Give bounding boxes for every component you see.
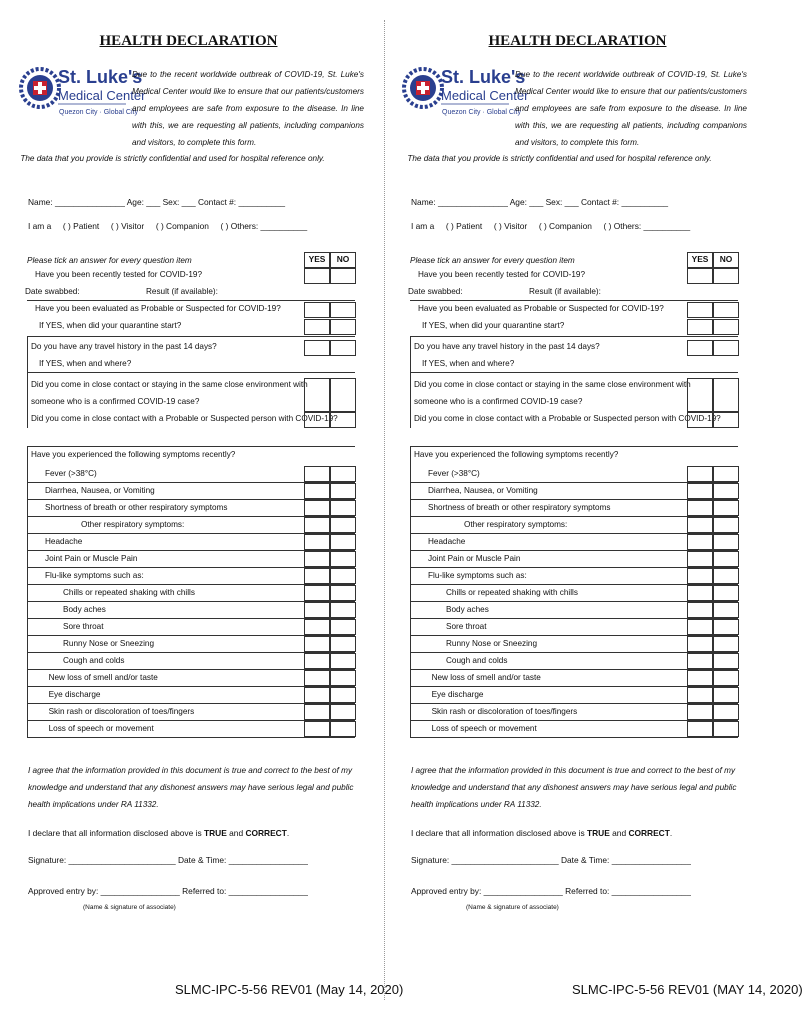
result-label: Result (if available): (146, 287, 218, 296)
declaration-and: and (609, 828, 629, 838)
table-left-border-top (410, 336, 411, 428)
symptom-label: Loss of speech or movement (431, 724, 537, 733)
yes-column-header: YES (691, 254, 709, 264)
declaration-correct: CORRECT (628, 828, 670, 838)
no-checkbox[interactable] (713, 551, 739, 567)
table-rule (410, 446, 738, 447)
signature-date-time-field[interactable]: Signature: _______________________ Date & Time: _________________ (411, 855, 691, 865)
no-checkbox[interactable] (713, 534, 739, 550)
approved-referred-field[interactable]: Approved entry by: _________________ Referred to: _________________ (28, 886, 308, 896)
yes-checkbox[interactable] (687, 687, 713, 703)
yes-checkbox[interactable] (687, 602, 713, 618)
yes-checkbox[interactable] (304, 721, 330, 737)
question-text: someone who is a confirmed COVID-19 case? (31, 397, 200, 406)
approved-note: (Name & signature of associate) (466, 904, 559, 911)
form-title: HEALTH DECLARATION (488, 33, 667, 49)
yes-checkbox[interactable] (304, 704, 330, 720)
yes-checkbox[interactable] (304, 466, 330, 482)
date-swabbed-row[interactable] (410, 283, 738, 300)
question-text: Please tick an answer for every question item (27, 256, 192, 265)
yes-checkbox[interactable] (687, 653, 713, 669)
yes-checkbox[interactable] (687, 500, 713, 516)
no-checkbox[interactable] (713, 500, 739, 516)
no-column-header: NO (719, 254, 733, 264)
table-left-border (410, 446, 411, 737)
agreement-statement: I agree that the information provided in this document is true and correct to the best of my knowledge and understand that any dishonest answers may have serious legal and public health implications under RA 11332. (28, 766, 354, 809)
yes-checkbox[interactable] (304, 687, 330, 703)
symptom-label: Runny Nose or Sneezing (446, 639, 538, 648)
table-rule (410, 372, 738, 373)
yes-checkbox[interactable] (304, 602, 330, 618)
no-checkbox[interactable] (330, 636, 356, 652)
symptom-label: Shortness of breath or other respiratory symptoms (45, 503, 228, 512)
declaration-line (411, 828, 672, 838)
no-checkbox[interactable] (330, 319, 356, 335)
form-code-footer: SLMC-IPC-5-56 REV01 (May 14, 2020) (175, 982, 404, 997)
question-text: If YES, when did your quarantine start? (422, 321, 565, 330)
table-rule (410, 336, 738, 337)
no-checkbox[interactable] (330, 340, 356, 356)
symptom-label: Chills or repeated shaking with chills (446, 588, 578, 597)
name-age-sex-contact-field[interactable]: Name: _______________ Age: ___ Sex: ___ Contact #: __________ (28, 197, 286, 207)
no-checkbox[interactable] (330, 268, 356, 284)
role-selection-field[interactable]: I am a ( ) Patient ( ) Visitor ( ) Companion ( ) Others: __________ (411, 221, 691, 231)
no-checkbox[interactable] (330, 483, 356, 499)
question-text: If YES, when and where? (39, 359, 132, 368)
declaration-prefix: I declare that all information disclosed above is (28, 828, 204, 838)
no-checkbox[interactable] (330, 653, 356, 669)
no-checkbox[interactable] (713, 517, 739, 533)
declaration-end: . (286, 828, 290, 838)
yes-checkbox[interactable] (687, 302, 713, 318)
yes-checkbox[interactable] (687, 636, 713, 652)
right-form-page (385, 0, 803, 1024)
symptom-label: Fever (>38°C) (428, 469, 480, 478)
form-title: HEALTH DECLARATION (99, 33, 278, 49)
question-text: Did you come in close contact with a Probable or Suspected person with COVID-19? (31, 414, 338, 423)
symptom-label: New loss of smell and/or taste (48, 673, 158, 682)
no-checkbox[interactable] (713, 704, 739, 720)
no-column-header: NO (336, 254, 350, 264)
table-left-border (27, 446, 28, 737)
yes-checkbox[interactable] (304, 568, 330, 584)
no-checkbox[interactable] (713, 619, 739, 635)
yes-checkbox[interactable] (687, 268, 713, 284)
question-text: Have you experienced the following symptoms recently? (31, 450, 236, 459)
yes-checkbox[interactable] (687, 551, 713, 567)
yes-checkbox[interactable] (687, 704, 713, 720)
symptom-label: Shortness of breath or other respiratory symptoms (428, 503, 611, 512)
symptom-label: Loss of speech or movement (48, 724, 154, 733)
no-checkbox[interactable] (330, 517, 356, 533)
approved-referred-field[interactable]: Approved entry by: _________________ Referred to: _________________ (411, 886, 691, 896)
symptom-label: Headache (45, 537, 83, 546)
symptom-label: Headache (428, 537, 466, 546)
symptom-label: Joint Pain or Muscle Pain (428, 554, 521, 563)
symptom-label: Diarrhea, Nausea, or Vomiting (428, 486, 538, 495)
table-rule (27, 336, 355, 337)
no-checkbox[interactable] (330, 500, 356, 516)
symptom-label: Eye discharge (431, 690, 484, 699)
yes-checkbox[interactable] (687, 670, 713, 686)
yes-checkbox[interactable] (304, 319, 330, 335)
yes-checkbox[interactable] (687, 585, 713, 601)
approved-note: (Name & signature of associate) (83, 904, 176, 911)
no-checkbox[interactable] (713, 302, 739, 318)
declaration-line (28, 828, 289, 838)
yes-checkbox[interactable] (304, 636, 330, 652)
symptom-label: Flu-like symptoms such as: (45, 571, 144, 580)
no-checkbox[interactable] (713, 721, 739, 737)
intro-text: Due to the recent worldwide outbreak of COVID-19, St. Luke's Medical Center would like to ensure that our patients/customers and employees are safe from exposure to the disease. In line with this, we are requesting all patients, including companions and visitors, to complete this form. (515, 70, 747, 147)
form-code-footer: SLMC-IPC-5-56 REV01 (MAY 14, 2020) (572, 982, 803, 997)
symptoms-header (27, 446, 355, 463)
symptom-label: Other respiratory symptoms: (81, 520, 185, 529)
yes-checkbox[interactable] (304, 670, 330, 686)
date-swabbed-label: Date swabbed: (408, 287, 463, 296)
no-checkbox[interactable] (330, 721, 356, 737)
no-checkbox[interactable] (330, 568, 356, 584)
table-rule (410, 737, 738, 738)
question-close-contact-line2 (410, 393, 738, 410)
yes-checkbox[interactable] (687, 412, 713, 428)
yes-checkbox[interactable] (304, 412, 330, 428)
st-lukes-logo (18, 60, 146, 126)
yes-checkbox[interactable] (687, 534, 713, 550)
no-checkbox[interactable] (713, 412, 739, 428)
symptom-label: Chills or repeated shaking with chills (63, 588, 195, 597)
screening-questions-table (27, 252, 355, 742)
name-age-sex-contact-field[interactable]: Name: _______________ Age: ___ Sex: ___ Contact #: __________ (411, 197, 669, 207)
symptom-label: Runny Nose or Sneezing (63, 639, 155, 648)
logo-name-line2: Medical Center (58, 88, 146, 103)
symptom-label: Skin rash or discoloration of toes/fingers (431, 707, 578, 716)
no-checkbox[interactable] (713, 340, 739, 356)
no-checkbox[interactable] (713, 483, 739, 499)
yes-checkbox[interactable] (687, 619, 713, 635)
yes-checkbox[interactable] (304, 534, 330, 550)
date-swabbed-label: Date swabbed: (25, 287, 80, 296)
st-lukes-logo (401, 60, 529, 126)
no-checkbox[interactable] (713, 653, 739, 669)
no-checkbox[interactable] (330, 619, 356, 635)
agreement-statement: I agree that the information provided in this document is true and correct to the best of my knowledge and understand that any dishonest answers may have serious legal and public health implications under RA 11332. (411, 766, 737, 809)
question-text: Have you been evaluated as Probable or Suspected for COVID-19? (35, 304, 281, 313)
symptom-label: Joint Pain or Muscle Pain (45, 554, 138, 563)
question-text: Have you been recently tested for COVID-19? (418, 270, 586, 279)
confidential-note: The data that you provide is strictly confidential and used for hospital reference only. (407, 154, 712, 163)
yes-checkbox[interactable] (687, 721, 713, 737)
question-text: Have you experienced the following symptoms recently? (414, 450, 619, 459)
signature-date-time-field[interactable]: Signature: _______________________ Date & Time: _________________ (28, 855, 308, 865)
symptom-label: Diarrhea, Nausea, or Vomiting (45, 486, 155, 495)
no-checkbox[interactable] (713, 670, 739, 686)
no-checkbox[interactable] (713, 466, 739, 482)
yes-checkbox[interactable] (304, 517, 330, 533)
yes-checkbox[interactable] (687, 466, 713, 482)
question-travel-when-where (410, 355, 738, 372)
yes-checkbox[interactable] (304, 500, 330, 516)
question-text: Did you come in close contact with a Probable or Suspected person with COVID-19? (414, 414, 721, 423)
declaration-correct: CORRECT (245, 828, 287, 838)
declaration-true: TRUE (586, 828, 610, 838)
no-checkbox[interactable] (713, 568, 739, 584)
no-checkbox[interactable] (330, 534, 356, 550)
yes-checkbox[interactable] (304, 551, 330, 567)
no-checkbox[interactable] (330, 704, 356, 720)
question-travel-when-where (27, 355, 355, 372)
logo-name-line1: St. Luke's (58, 67, 143, 87)
result-label: Result (if available): (529, 287, 601, 296)
yes-checkbox[interactable] (304, 483, 330, 499)
declaration-end: . (669, 828, 673, 838)
symptom-label: Skin rash or discoloration of toes/fingers (48, 707, 195, 716)
yes-checkbox[interactable] (304, 302, 330, 318)
symptom-label: Fever (>38°C) (45, 469, 97, 478)
yes-checkbox[interactable] (687, 483, 713, 499)
table-left-border-top (27, 336, 28, 428)
no-checkbox[interactable] (713, 636, 739, 652)
no-checkbox[interactable] (713, 319, 739, 335)
declaration-prefix: I declare that all information disclosed above is (411, 828, 587, 838)
no-checkbox[interactable] (713, 268, 739, 284)
symptom-label: Eye discharge (48, 690, 101, 699)
yes-checkbox[interactable] (687, 517, 713, 533)
question-text: If YES, when did your quarantine start? (39, 321, 182, 330)
no-checkbox[interactable] (330, 585, 356, 601)
no-checkbox[interactable] (330, 302, 356, 318)
question-close-contact-line2 (27, 393, 355, 410)
table-rule (27, 737, 355, 738)
no-checkbox[interactable] (330, 551, 356, 567)
intro-text: Due to the recent worldwide outbreak of COVID-19, St. Luke's Medical Center would like to ensure that our patients/customers and employees are safe from exposure to the disease. In line with this, we are requesting all patients, including companions and visitors, to complete this form. (132, 70, 364, 147)
question-text: someone who is a confirmed COVID-19 case? (414, 397, 583, 406)
table-rule (27, 446, 355, 447)
yes-checkbox[interactable] (687, 319, 713, 335)
table-rule (27, 372, 355, 373)
yes-checkbox[interactable] (687, 568, 713, 584)
logo-location: Quezon City · Global City (59, 109, 138, 116)
symptom-label: Other respiratory symptoms: (464, 520, 568, 529)
question-text: Do you have any travel history in the past 14 days? (31, 342, 217, 351)
question-text: Did you come in close contact or staying in the same close environment with (31, 380, 308, 389)
declaration-true: TRUE (203, 828, 227, 838)
no-checkbox[interactable] (713, 602, 739, 618)
date-swabbed-row[interactable] (27, 283, 355, 300)
no-checkbox[interactable] (330, 670, 356, 686)
symptom-label: Flu-like symptoms such as: (428, 571, 527, 580)
symptom-label: Sore throat (446, 622, 487, 631)
role-selection-field[interactable]: I am a ( ) Patient ( ) Visitor ( ) Companion ( ) Others: __________ (28, 221, 308, 231)
symptom-label: New loss of smell and/or taste (431, 673, 541, 682)
question-text: Do you have any travel history in the past 14 days? (414, 342, 600, 351)
symptom-label: Cough and colds (63, 656, 125, 665)
symptom-label: Sore throat (63, 622, 104, 631)
declaration-and: and (226, 828, 246, 838)
logo-name-line1: St. Luke's (441, 67, 526, 87)
yes-column-header: YES (308, 254, 326, 264)
yes-checkbox[interactable] (304, 653, 330, 669)
confidential-note: The data that you provide is strictly confidential and used for hospital reference only. (20, 154, 325, 163)
question-text: Did you come in close contact or staying in the same close environment with (414, 380, 691, 389)
no-checkbox[interactable] (330, 687, 356, 703)
question-text: If YES, when and where? (422, 359, 515, 368)
symptoms-header (410, 446, 738, 463)
no-checkbox[interactable] (713, 687, 739, 703)
yes-checkbox[interactable] (304, 619, 330, 635)
yes-checkbox[interactable] (687, 340, 713, 356)
no-checkbox[interactable] (330, 412, 356, 428)
question-text: Have you been recently tested for COVID-19? (35, 270, 203, 279)
yes-checkbox[interactable] (304, 585, 330, 601)
no-checkbox[interactable] (713, 585, 739, 601)
yes-checkbox[interactable] (304, 268, 330, 284)
symptom-label: Body aches (446, 605, 489, 614)
screening-questions-table (410, 252, 738, 742)
symptom-label: Cough and colds (446, 656, 508, 665)
no-checkbox[interactable] (330, 466, 356, 482)
yes-checkbox[interactable] (304, 340, 330, 356)
question-text: Please tick an answer for every question item (410, 256, 575, 265)
logo-name-line2: Medical Center (441, 88, 529, 103)
symptom-label: Body aches (63, 605, 106, 614)
no-checkbox[interactable] (330, 602, 356, 618)
logo-location: Quezon City · Global City (442, 109, 521, 116)
question-text: Have you been evaluated as Probable or Suspected for COVID-19? (418, 304, 664, 313)
